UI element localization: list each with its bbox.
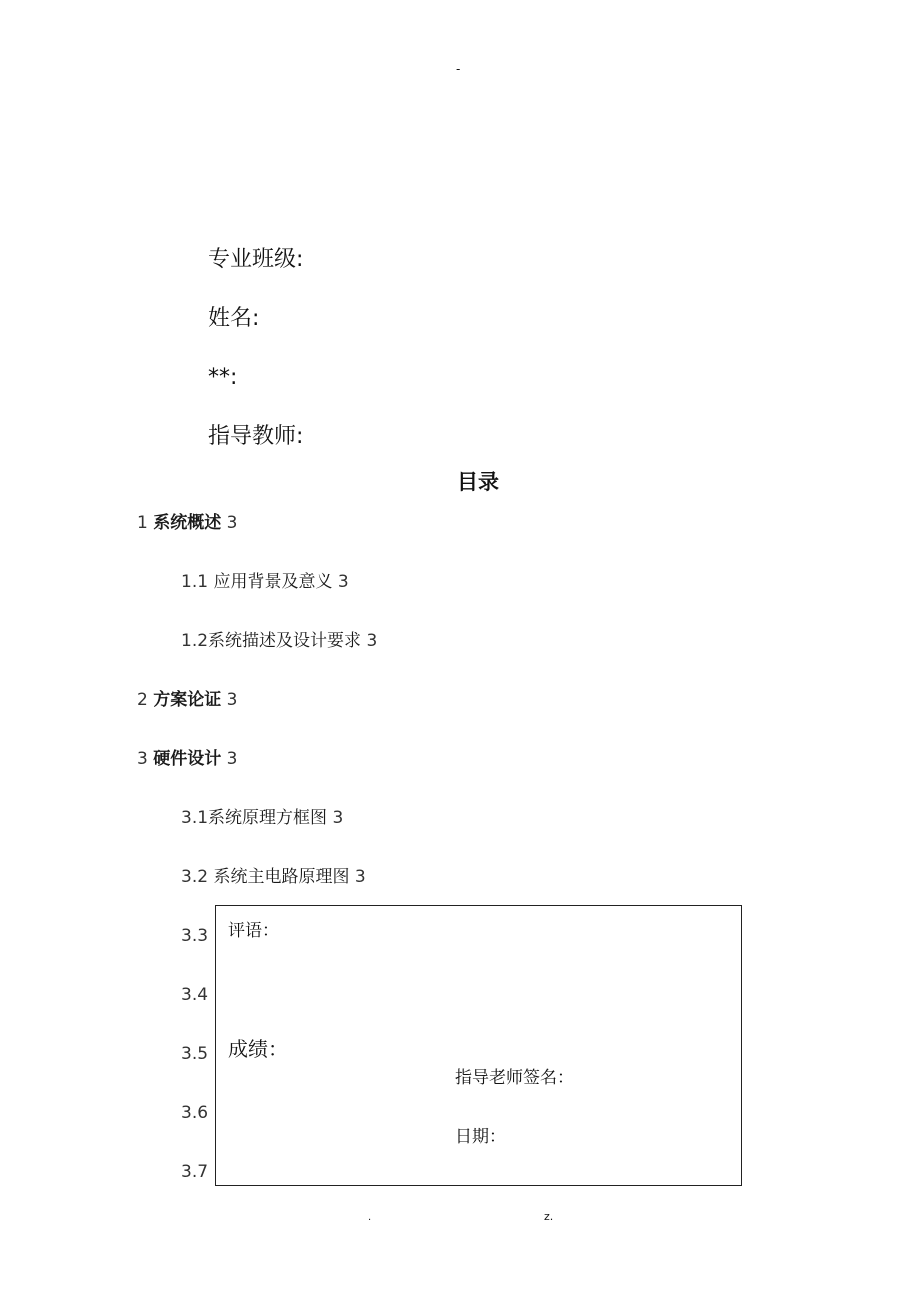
- toc-item[interactable]: [181, 925, 208, 947]
- toc-item-page: 3: [337, 572, 349, 592]
- date-label: 日期：: [455, 1127, 506, 1147]
- comment-label: 评语：: [228, 921, 279, 941]
- toc-item-number: 3.7: [181, 1162, 209, 1182]
- toc-item-page: 3: [354, 867, 366, 887]
- toc-item-number: 1.1: [181, 572, 209, 592]
- toc-item[interactable]: [181, 807, 343, 829]
- toc-item-text: 方案论证: [153, 690, 222, 710]
- toc-item[interactable]: [181, 866, 366, 888]
- toc-item-page: 3: [226, 690, 238, 710]
- toc-item-number: 3.1: [181, 808, 209, 828]
- toc-item-number: 2: [137, 690, 148, 710]
- toc-item-text: 系统概述: [153, 513, 222, 533]
- toc-item-page: 3: [226, 513, 238, 533]
- toc-item[interactable]: [181, 1043, 208, 1065]
- toc-item-page: 3: [332, 808, 344, 828]
- toc-item-text: 系统原理方框图: [208, 808, 328, 828]
- footer-right-mark: z.: [544, 1210, 554, 1223]
- toc-item-number: 3.2: [181, 867, 209, 887]
- toc-item-number: 3.6: [181, 1103, 209, 1123]
- toc-item-number: 3: [137, 749, 148, 769]
- score-label: 成绩：: [228, 1037, 288, 1061]
- toc-item[interactable]: [181, 984, 208, 1006]
- major-class-label: 专业班级:: [208, 247, 304, 272]
- toc-item[interactable]: [181, 1161, 208, 1183]
- toc-item-number: 1: [137, 513, 148, 533]
- name-label: 姓名:: [208, 306, 260, 331]
- toc-item-page: 3: [226, 749, 238, 769]
- toc-item-text: 硬件设计: [153, 749, 222, 769]
- toc-item[interactable]: [181, 1102, 208, 1124]
- toc-item-text: 应用背景及意义: [213, 572, 333, 592]
- toc-title: 目录: [457, 470, 499, 494]
- toc-item[interactable]: [137, 689, 237, 711]
- evaluation-box: [215, 905, 742, 1186]
- toc-item[interactable]: [181, 630, 377, 652]
- toc-item[interactable]: [137, 748, 237, 770]
- footer-left-mark: .: [368, 1212, 372, 1223]
- header-mark: -: [456, 62, 461, 76]
- instructor-label: 指导教师:: [208, 424, 304, 449]
- toc-item-page: 3: [366, 631, 378, 651]
- toc-item[interactable]: [137, 512, 237, 534]
- id-label: **:: [208, 365, 238, 390]
- toc-item-number: 3.4: [181, 985, 209, 1005]
- toc-item-number: 3.3: [181, 926, 209, 946]
- toc-item-text: 系统描述及设计要求: [208, 631, 362, 651]
- toc-item-number: 1.2: [181, 631, 209, 651]
- toc-item-number: 3.5: [181, 1044, 209, 1064]
- signature-label: 指导老师签名：: [455, 1068, 574, 1088]
- toc-item-text: 系统主电路原理图: [213, 867, 350, 887]
- toc-item[interactable]: [181, 571, 349, 593]
